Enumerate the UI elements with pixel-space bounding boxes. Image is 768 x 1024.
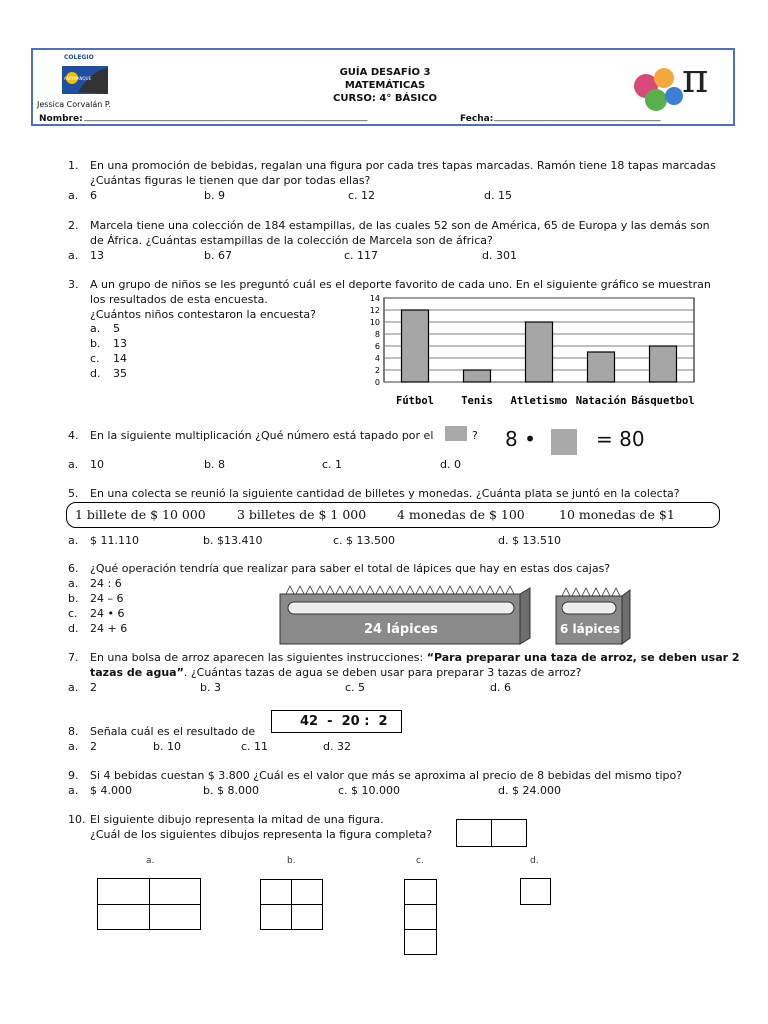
q6-option-d[interactable]: 24 + 6 xyxy=(90,622,128,635)
q8-letter-b: b. xyxy=(153,740,164,753)
q3-option-d-row[interactable] xyxy=(90,367,100,380)
q3-letter-b: b. xyxy=(90,337,101,350)
figure-cell xyxy=(404,929,437,955)
q1-option-b-label[interactable] xyxy=(204,189,225,202)
chart-bar xyxy=(526,322,553,382)
page-title xyxy=(300,66,470,105)
q10-label-a: a. xyxy=(146,856,155,866)
school-name: ANTIMANQUE xyxy=(64,76,92,81)
chart-bar xyxy=(650,346,677,382)
q8-option-d-label[interactable] xyxy=(323,740,351,753)
chart-x-tick-label: Tenis xyxy=(461,395,493,407)
figure-cell xyxy=(149,878,201,905)
q4-option-b-label[interactable] xyxy=(204,458,225,471)
q5-letter-b: b. xyxy=(203,534,214,547)
q7-text-1a: En una bolsa de arroz aparecen las siguientes instrucciones: xyxy=(90,651,427,664)
q4-option-a[interactable]: 10 xyxy=(90,458,104,471)
q7-text-2b: . ¿Cuántas tazas de agua se deben usar para preparar 3 tazas de arroz? xyxy=(183,666,582,679)
q2-option-a[interactable]: 13 xyxy=(90,249,104,262)
q9-letter-d: d. xyxy=(498,784,509,797)
sports-bar-chart xyxy=(362,292,698,414)
q6-text: ¿Qué operación tendría que realizar para saber el total de lápices que hay en estas dos cajas? xyxy=(90,562,611,575)
q3-letter-c: c. xyxy=(90,352,100,365)
q6-option-b[interactable]: 24 – 6 xyxy=(90,592,124,605)
date-field[interactable]: _____________________________________ xyxy=(494,112,661,122)
q3-option-b[interactable]: 13 xyxy=(113,337,127,350)
money-item: 3 billetes de $ 1 000 xyxy=(237,507,367,522)
school-label: COLEGIO xyxy=(64,54,94,61)
q7-letter-b: b. xyxy=(200,681,211,694)
q8-number: 8. xyxy=(68,725,79,738)
q4-letter-b: b. xyxy=(204,458,215,471)
q7-option-a[interactable]: 2 xyxy=(90,681,97,694)
q10-label-b: b. xyxy=(287,856,296,866)
q4-number: 4. xyxy=(68,429,79,442)
title-line-1: GUÍA DESAFÍO 3 xyxy=(339,67,431,78)
q2-option-b: 67 xyxy=(217,249,232,262)
figure-cell xyxy=(404,879,437,905)
q1-option-d: 15 xyxy=(497,189,512,202)
q5-text: En una colecta se reunió la siguiente cantidad de billetes y monedas. ¿Cuánta plata se juntó en la colecta? xyxy=(90,487,680,500)
q7-option-c-label[interactable] xyxy=(345,681,365,694)
q2-option-d-label[interactable] xyxy=(482,249,517,262)
half-figure-right xyxy=(491,819,527,847)
figure-cell xyxy=(520,878,551,905)
q9-text: Si 4 bebidas cuestan $ 3.800 ¿Cuál es el valor que más se aproxima al precio de 8 bebidas del mismo tipo? xyxy=(90,769,683,782)
q5-option-c-label[interactable] xyxy=(333,534,395,547)
q10-label-c: c. xyxy=(416,856,424,866)
q3-option-a[interactable]: 5 xyxy=(113,322,120,335)
chart-x-tick-label: Básquetbol xyxy=(631,395,695,407)
name-field[interactable]: _______________________________________________________________ xyxy=(84,112,368,122)
q8-text: Señala cuál es el resultado de xyxy=(90,725,256,738)
q9-option-d-label[interactable] xyxy=(498,784,561,797)
q10-number: 10. xyxy=(68,813,86,826)
chart-y-tick-label: 6 xyxy=(374,342,380,351)
q4-option-d: 0 xyxy=(453,458,461,471)
box-24-label: 24 lápices xyxy=(364,622,438,637)
q6-option-c[interactable]: 24 • 6 xyxy=(90,607,125,620)
q9-letter-a: a. xyxy=(68,784,79,797)
chart-y-tick-label: 10 xyxy=(369,318,380,327)
chart-x-tick-label: Natación xyxy=(575,395,627,407)
q3-option-d[interactable]: 35 xyxy=(113,367,127,380)
date-label: Fecha: xyxy=(460,114,494,124)
q2-option-c: 117 xyxy=(357,249,379,262)
q8-option-b-label[interactable] xyxy=(153,740,181,753)
q9-option-b-label[interactable] xyxy=(203,784,259,797)
q3-letter-a: a. xyxy=(90,322,101,335)
chart-bar xyxy=(464,370,491,382)
chart-y-tick-label: 2 xyxy=(374,366,380,375)
q7-letter-d: d. xyxy=(490,681,501,694)
figure-cell xyxy=(260,904,292,930)
q7-option-d: 6 xyxy=(503,681,511,694)
q8-letter-c: c. xyxy=(241,740,251,753)
q3-number: 3. xyxy=(68,278,79,291)
q8-option-c-label[interactable] xyxy=(241,740,268,753)
q6-letter-b: b. xyxy=(68,592,79,605)
pencil-box-24 xyxy=(278,580,533,646)
q4-question-mark: ? xyxy=(472,429,478,442)
q3-text-1: A un grupo de niños se les preguntó cuál es el deporte favorito de cada uno. En el siguiente gráfico se muestran xyxy=(90,278,711,291)
q9-option-c-label[interactable] xyxy=(338,784,400,797)
q1-option-c-label[interactable] xyxy=(348,189,375,202)
q7-text-2a: tazas de agua” xyxy=(90,666,184,679)
q2-letter-a: a. xyxy=(68,249,79,262)
q1-option-a[interactable]: 6 xyxy=(90,189,97,202)
money-items-box xyxy=(66,502,720,528)
q6-letter-c: c. xyxy=(68,607,78,620)
q4-equation-left: 8 • xyxy=(505,427,536,451)
figure-cell xyxy=(97,904,150,930)
q7-text-1b: “Para preparar una taza de arroz, se deben usar 2 xyxy=(426,651,740,664)
money-item: 4 monedas de $ 100 xyxy=(397,507,525,522)
q9-letter-b: b. xyxy=(203,784,214,797)
school-logo xyxy=(58,54,112,96)
q4-option-c-label[interactable] xyxy=(322,458,342,471)
title-line-2: MATEMÁTICAS xyxy=(344,80,426,91)
q2-text-1: Marcela tiene una colección de 184 estampillas, de las cuales 52 son de América, 65 de Europa y las demás son xyxy=(90,219,710,232)
q2-number: 2. xyxy=(68,219,79,232)
figure-cell xyxy=(291,879,323,905)
equation-hidden-square xyxy=(551,429,577,455)
q7-option-c: 5 xyxy=(358,681,366,694)
q10-text-2: ¿Cuál de los siguientes dibujos representa la figura completa? xyxy=(90,828,433,841)
q9-option-a[interactable]: $ 4.000 xyxy=(90,784,132,797)
q6-option-a[interactable]: 24 : 6 xyxy=(90,577,122,590)
q4-equation-right: = 80 xyxy=(596,427,645,451)
q8-option-b: 10 xyxy=(166,740,181,753)
pencil-box-6-icon xyxy=(554,584,632,646)
q1-number: 1. xyxy=(68,159,79,172)
q2-letter-d: d. xyxy=(482,249,493,262)
q1-letter-b: b. xyxy=(204,189,215,202)
q10-label-d: d. xyxy=(530,856,539,866)
q7-option-b-label[interactable] xyxy=(200,681,221,694)
q2-option-c-label[interactable] xyxy=(344,249,378,262)
q5-option-d-label[interactable] xyxy=(498,534,561,547)
q3-option-c[interactable]: 14 xyxy=(113,352,127,365)
q1-option-b: 9 xyxy=(217,189,225,202)
figure-cell xyxy=(149,904,201,930)
q8-option-d: 32 xyxy=(336,740,351,753)
svg-text:π: π xyxy=(682,56,709,102)
q10-figure-c[interactable] xyxy=(404,879,437,955)
q7-letter-a: a. xyxy=(68,681,79,694)
q5-option-d: $ 13.510 xyxy=(511,534,561,547)
q5-option-b-label[interactable] xyxy=(203,534,262,547)
q9-option-b: $ 8.000 xyxy=(216,784,259,797)
q8-letter-d: d. xyxy=(323,740,334,753)
q2-option-d: 301 xyxy=(495,249,517,262)
box-6-label: 6 lápices xyxy=(560,622,620,636)
q3-text-2: los resultados de esta encuesta. xyxy=(90,293,268,306)
figure-cell xyxy=(260,879,292,905)
pencil-box-6 xyxy=(554,584,632,646)
chart-y-tick-label: 4 xyxy=(374,354,380,363)
q8-expression: 42 - 20 : 2 xyxy=(300,714,388,729)
q3-option-b-row[interactable] xyxy=(90,337,100,350)
q5-letter-d: d. xyxy=(498,534,509,547)
q7-option-b: 3 xyxy=(213,681,221,694)
q1-letter-c: c. xyxy=(348,189,358,202)
q7-text-1 xyxy=(90,651,740,664)
q7-option-d-label[interactable] xyxy=(490,681,511,694)
q1-option-c: 12 xyxy=(361,189,376,202)
hidden-number-square xyxy=(445,426,467,441)
q9-option-c: $ 10.000 xyxy=(351,784,401,797)
q2-option-b-label[interactable] xyxy=(204,249,232,262)
chart-x-tick-label: Fútbol xyxy=(396,395,434,407)
figure-cell xyxy=(404,904,437,930)
figure-cell xyxy=(291,904,323,930)
q10-figure-a[interactable] xyxy=(97,878,201,930)
chart-y-tick-label: 14 xyxy=(369,294,380,303)
q6-number: 6. xyxy=(68,562,79,575)
q1-text-1: En una promoción de bebidas, regalan una figura por cada tres tapas marcadas. Ramón tiene 18 tapas marcadas xyxy=(90,159,716,172)
q3-letter-d: d. xyxy=(90,367,101,380)
q4-letter-a: a. xyxy=(68,458,79,471)
q1-option-d-label[interactable] xyxy=(484,189,512,202)
q5-letter-a: a. xyxy=(68,534,79,547)
q1-letter-d: d. xyxy=(484,189,495,202)
figure-cell xyxy=(97,878,150,905)
name-label: Nombre: xyxy=(39,114,83,124)
q1-text-2: ¿Cuántas figuras le tienen que dar por todas ellas? xyxy=(90,174,371,187)
q2-text-2: de África. ¿Cuántas estampillas de la colección de Marcela son de áfrica? xyxy=(90,234,493,247)
q4-option-c: 1 xyxy=(335,458,343,471)
q8-option-a[interactable]: 2 xyxy=(90,740,97,753)
chart-y-tick-label: 12 xyxy=(369,306,380,315)
q5-number: 5. xyxy=(68,487,79,500)
q1-letter-a: a. xyxy=(68,189,79,202)
chart-y-tick-label: 8 xyxy=(374,330,380,339)
money-item: 1 billete de $ 10 000 xyxy=(75,507,206,522)
q10-figure-b[interactable] xyxy=(260,879,323,930)
q6-letter-d: d. xyxy=(68,622,79,635)
q5-option-b: $13.410 xyxy=(216,534,263,547)
q4-text: En la siguiente multiplicación ¿Qué número está tapado por el xyxy=(90,429,434,442)
q9-option-d: $ 24.000 xyxy=(511,784,561,797)
q3-text-3: ¿Cuántos niños contestaron la encuesta? xyxy=(90,308,316,321)
q4-option-d-label[interactable] xyxy=(440,458,461,471)
q4-letter-d: d. xyxy=(440,458,451,471)
title-line-3: CURSO: 4° BÁSICO xyxy=(333,93,437,104)
q3-option-c-row[interactable] xyxy=(90,352,100,365)
chart-x-tick-label: Atletismo xyxy=(510,395,568,407)
q6-letter-a: a. xyxy=(68,577,79,590)
half-figure-left xyxy=(456,819,492,847)
chart-y-tick-label: 0 xyxy=(374,378,380,387)
chart-bar xyxy=(588,352,615,382)
q10-figure-d[interactable] xyxy=(520,878,551,905)
q7-letter-c: c. xyxy=(345,681,355,694)
q10-text-1: El siguiente dibujo representa la mitad de una figura. xyxy=(90,813,384,826)
q2-letter-b: b. xyxy=(204,249,215,262)
q7-text-2 xyxy=(90,666,581,679)
author: Jessica Corvalán P. xyxy=(37,100,111,109)
q8-expression-box xyxy=(271,710,402,733)
q4-letter-c: c. xyxy=(322,458,332,471)
q5-option-a[interactable]: $ 11.110 xyxy=(90,534,139,547)
q8-option-c: 11 xyxy=(254,740,269,753)
chart-bar xyxy=(402,310,429,382)
q2-letter-c: c. xyxy=(344,249,354,262)
q5-letter-c: c. xyxy=(333,534,343,547)
q9-number: 9. xyxy=(68,769,79,782)
math-pi-icon xyxy=(626,56,720,118)
q9-letter-c: c. xyxy=(338,784,348,797)
q3-option-a-row[interactable] xyxy=(90,322,100,335)
q7-number: 7. xyxy=(68,651,79,664)
q8-letter-a: a. xyxy=(68,740,79,753)
money-item: 10 monedas de $1 xyxy=(559,507,675,522)
q5-option-c: $ 13.500 xyxy=(346,534,396,547)
q4-option-b: 8 xyxy=(217,458,225,471)
